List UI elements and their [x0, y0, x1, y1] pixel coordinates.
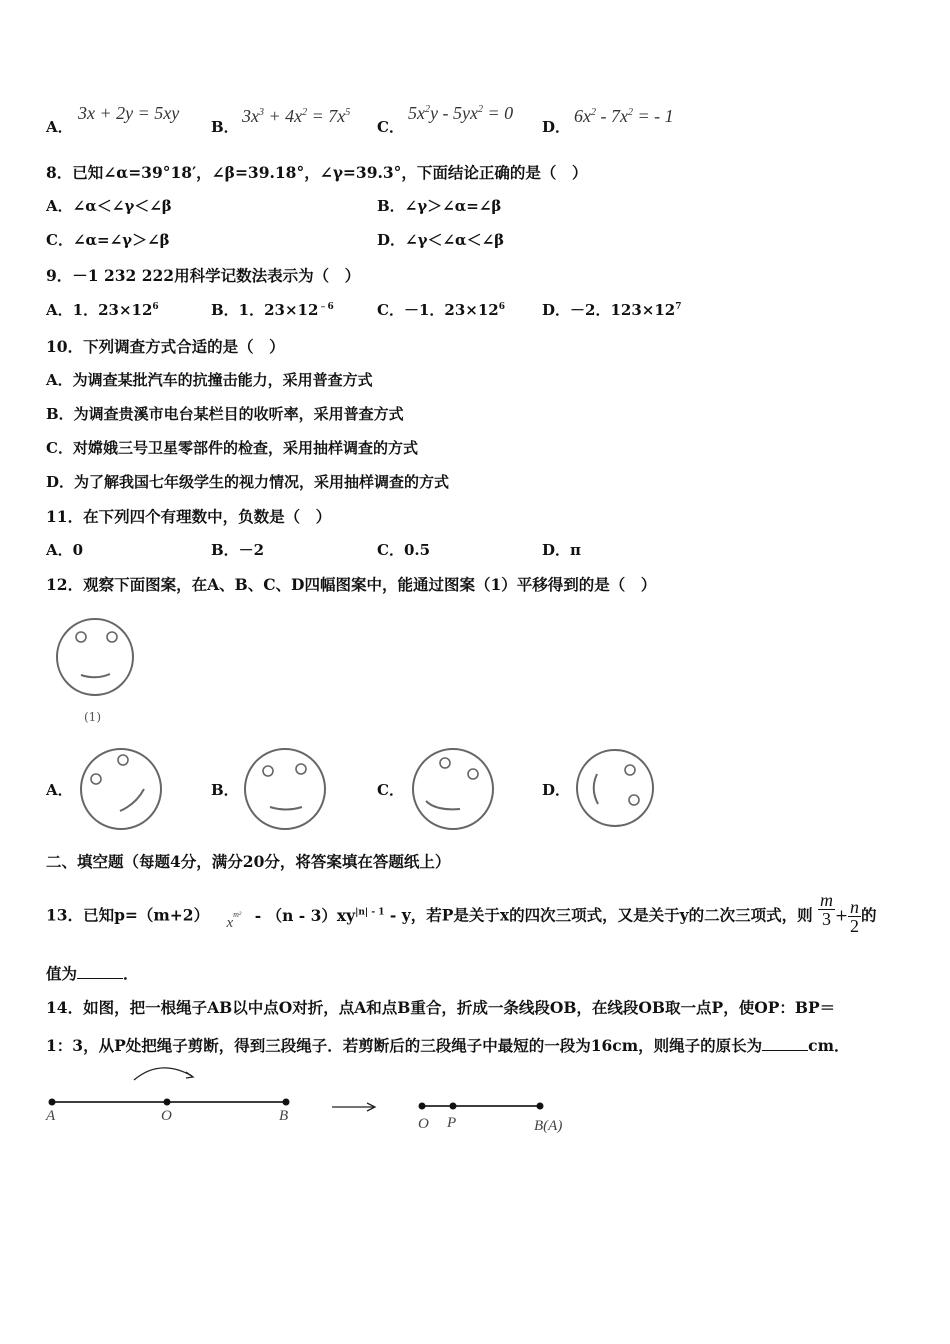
answer-blank[interactable]: [762, 1036, 808, 1051]
q8-option-d: D．∠γ＜∠α＜∠β: [377, 231, 505, 249]
q12-option-d: D．: [542, 781, 571, 799]
q9-option-b: B．1．$23\times 12^{﹣6}$: [211, 301, 334, 319]
section-2-heading: 二、填空题（每题4分，满分20分，将答案填在答题纸上）: [46, 852, 451, 871]
point-label-o: O: [161, 1108, 172, 1124]
q9-option-a: A．1．$23\times 12^6$: [46, 301, 159, 319]
q14-line2: 1：3，从P处把绳子剪断，得到三段绳子．若剪断后的三段绳子中最短的一段为16cm，则绳子的原长为 cm．: [46, 1036, 850, 1055]
fraction-m-over-3: $\frac{m}{3}$: [820, 890, 834, 929]
q7-option-d-label: D．: [542, 118, 571, 136]
point-label-a: A: [46, 1108, 56, 1124]
q12-stem: 12．观察下面图案，在A、B、C、D四幅图案中，能通过图案（1）平移得到的是（ ）: [46, 575, 657, 594]
q13-line2: 值为 ．: [46, 964, 139, 983]
answer-blank[interactable]: [77, 964, 123, 979]
q11-option-a: A．0: [46, 541, 84, 559]
smiley-figure-1: [50, 612, 140, 702]
q7-option-c-label: C．: [377, 118, 404, 136]
smiley-option-a: [76, 744, 166, 834]
smiley-option-d: [572, 744, 662, 834]
smiley-option-b: [240, 744, 330, 834]
q7-option-b-label: B．: [211, 118, 239, 136]
q7-option-a-expr: 3x + 2y = 5xy: [78, 103, 180, 123]
point-label-o-folded: O: [418, 1116, 429, 1132]
q14-line1: 14．如图，把一根绳子AB以中点O对折，点A和点B重合，折成一条线段OB，在线段OB取一点P，使OP：BP＝: [46, 998, 836, 1017]
q10-option-b: B．为调查贵溪市电台某栏目的收听率，采用普查方式: [46, 405, 404, 423]
q8-option-a: A．∠α＜∠γ＜∠β: [46, 197, 172, 215]
q10-option-a: A．为调查某批汽车的抗撞击能力，采用普查方式: [46, 371, 373, 389]
q8-stem: 8．已知∠α=39°18′，∠β=39.18°，∠γ=39.3°，下面结论正确的是（ ）: [46, 163, 588, 182]
smiley-option-c: [408, 744, 498, 834]
figure-1-caption: (1): [84, 710, 101, 724]
q12-option-c: C．: [377, 781, 404, 799]
q10-option-d: D．为了解我国七年级学生的视力情况，采用抽样调查的方式: [46, 473, 450, 491]
q11-option-c: C．0.5: [377, 541, 431, 559]
point-label-b-a: B(A): [534, 1118, 563, 1134]
rope-fold-figure: [40, 1058, 600, 1138]
q11-stem: 11．在下列四个有理数中，负数是（ ）: [46, 507, 332, 526]
q9-option-d: D．－2．$123\times 12^7$: [542, 301, 682, 319]
q11-option-d: D．π: [542, 541, 581, 559]
q12-option-b: B．: [211, 781, 239, 799]
q7-option-b-expr: $3x^3 + 4x^2 = 7x^5$: [242, 106, 351, 126]
q12-option-a: A．: [46, 781, 73, 799]
point-label-b: B: [279, 1108, 289, 1124]
q9-option-c: C．－1．$23\times 12^6$: [377, 301, 505, 319]
q8-option-c: C．∠α=∠γ＞∠β: [46, 231, 170, 249]
q7-option-a-label: A．: [46, 118, 73, 136]
fraction-n-over-2: $\frac{n}{2}$: [850, 897, 860, 936]
q10-stem: 10．下列调查方式合适的是（ ）: [46, 337, 285, 356]
q9-stem: 9．－1 232 222用科学记数法表示为（ ）: [46, 266, 361, 285]
q7-option-d-expr: $6x^2 - 7x^2$ = - 1: [574, 106, 674, 126]
q7-option-c-expr: $5x^2y - 5yx^2 = 0$: [408, 103, 514, 123]
q10-option-c: C．对嫦娥三号卫星零部件的检查，采用抽样调查的方式: [46, 439, 418, 457]
point-label-p: P: [447, 1115, 457, 1131]
q11-option-b: B．－2: [211, 541, 265, 559]
q13-line1: 13．已知p=（m+2） $x^{m^2} - (n - 3)xy^{|n| - 1}$ - y，若P是关于x的四次三项式，又是关于y的二次三项式，则 $\frac{m}{3}$ + $\frac{n}{2}$ 的: [46, 890, 877, 936]
q8-option-b: B．∠γ＞∠α=∠β: [377, 197, 502, 215]
